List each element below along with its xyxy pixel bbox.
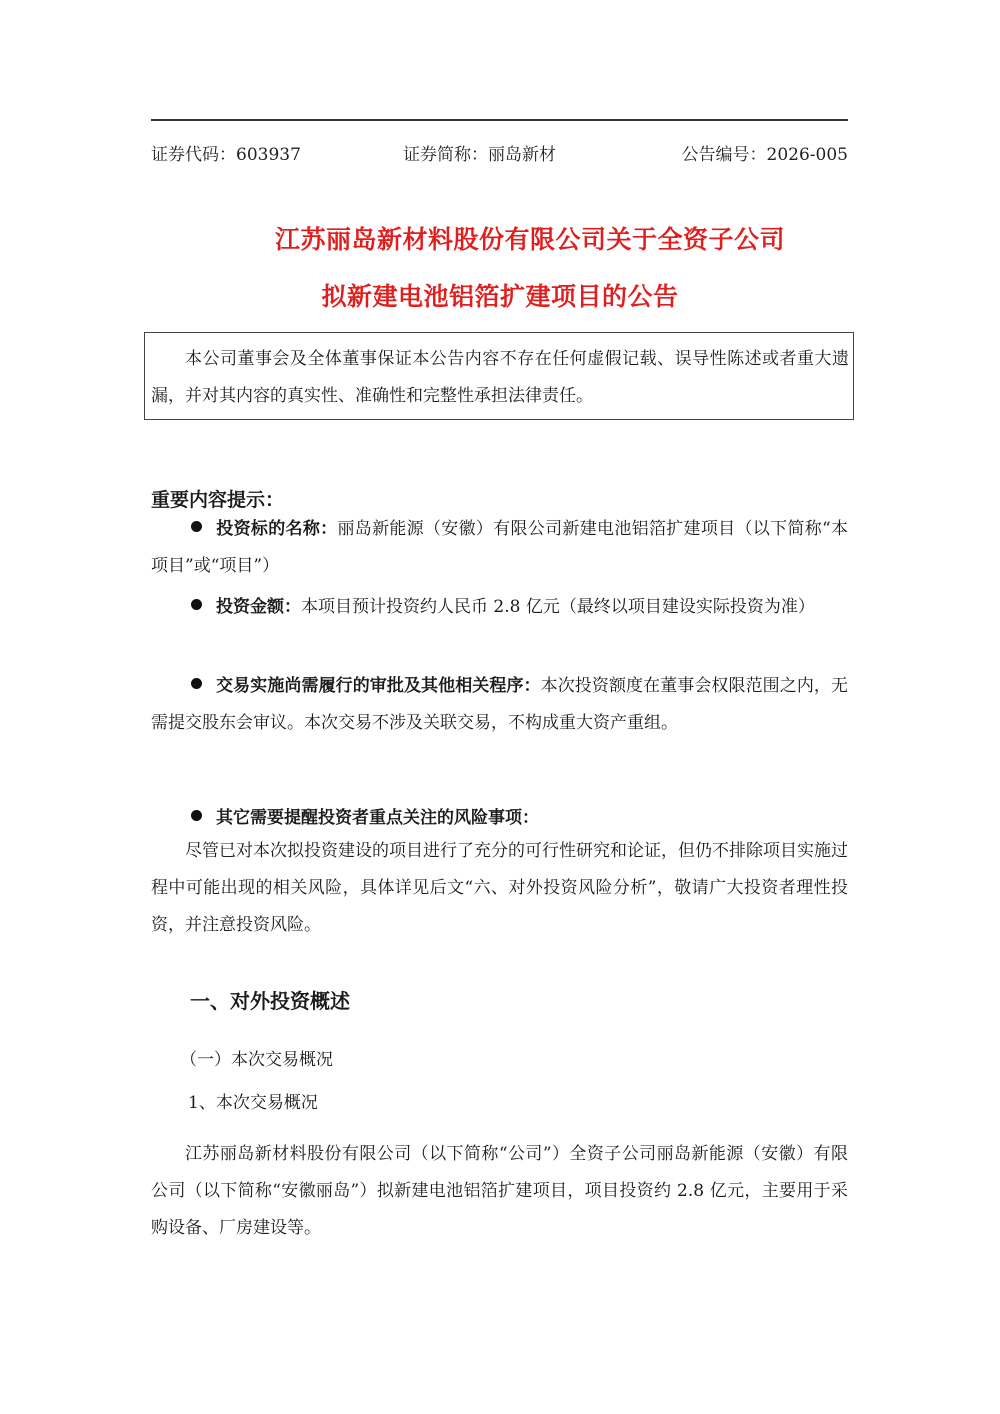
header-rule (151, 119, 848, 121)
announcement-number: 公告编号：2026-005 (681, 145, 848, 165)
transaction-overview-paragraph: 江苏丽岛新材料股份有限公司（以下简称“公司”）全资子公司丽岛新能源（安徽）有限公司（以下简称“安徽丽岛”）拟新建电池铝箔扩建项目，项目投资约 2.8 亿元，主要用于采购设备、厂房建设等。 (151, 1144, 848, 1238)
board-declaration-box (144, 332, 854, 420)
highlight-item-investment-amount (151, 589, 848, 626)
board-declaration-text: 本公司董事会及全体董事保证本公告内容不存在任何虚假记载、误导性陈述或者重大遗漏，并对其内容的真实性、准确性和完整性承担法律责任。 (151, 349, 849, 406)
document-title-line-1: 江苏丽岛新材料股份有限公司关于全资子公司 (274, 225, 785, 254)
item-heading-transaction-overview: 1、本次交易概况 (188, 1093, 318, 1113)
highlight-item-investment-target (151, 511, 848, 585)
bullet-icon (191, 678, 202, 689)
highlight-item-risk-text: 尽管已对本次拟投资建设的项目进行了充分的可行性研究和论证，但仍不排除项目实施过程中可能出现的相关风险，具体详见后文“六、对外投资风险分析”，敬请广大投资者理性投资，并注意投资风险。 (151, 841, 848, 935)
bullet-icon (191, 599, 202, 610)
highlight-item-approval-procedures (151, 668, 848, 742)
security-abbreviation: 证券简称：丽岛新材 (403, 145, 556, 165)
highlights-heading: 重要内容提示： (151, 489, 285, 511)
security-code: 证券代码：603937 (151, 145, 301, 165)
document-title-line-2: 拟新建电池铝箔扩建项目的公告 (321, 282, 679, 311)
highlight-label: 其它需要提醒投资者重点关注的风险事项： (216, 808, 539, 828)
highlight-text: 本次投资额度在董事会权限范围之内，无需提交股东会审议。本次交易不涉及关联交易，不构成重大资产重组。 (151, 676, 849, 733)
highlight-label: 投资标的名称： (216, 519, 338, 539)
bullet-icon (191, 810, 202, 821)
bullet-icon (191, 521, 202, 532)
highlight-text: 丽岛新能源（安徽）有限公司新建电池铝箔扩建项目（以下简称“本项目”或“项目”） (151, 519, 848, 576)
highlight-item-risk-label (151, 800, 848, 837)
section-heading-investment-overview: 一、对外投资概述 (190, 989, 350, 1013)
highlight-label: 投资金额： (216, 597, 301, 617)
document-header (151, 140, 848, 166)
subsection-heading-transaction-overview: （一）本次交易概况 (180, 1050, 333, 1070)
highlight-text: 本项目预计投资约人民币 2.8 亿元（最终以项目建设实际投资为准） (301, 597, 815, 617)
highlight-label: 交易实施尚需履行的审批及其他相关程序： (216, 676, 541, 696)
